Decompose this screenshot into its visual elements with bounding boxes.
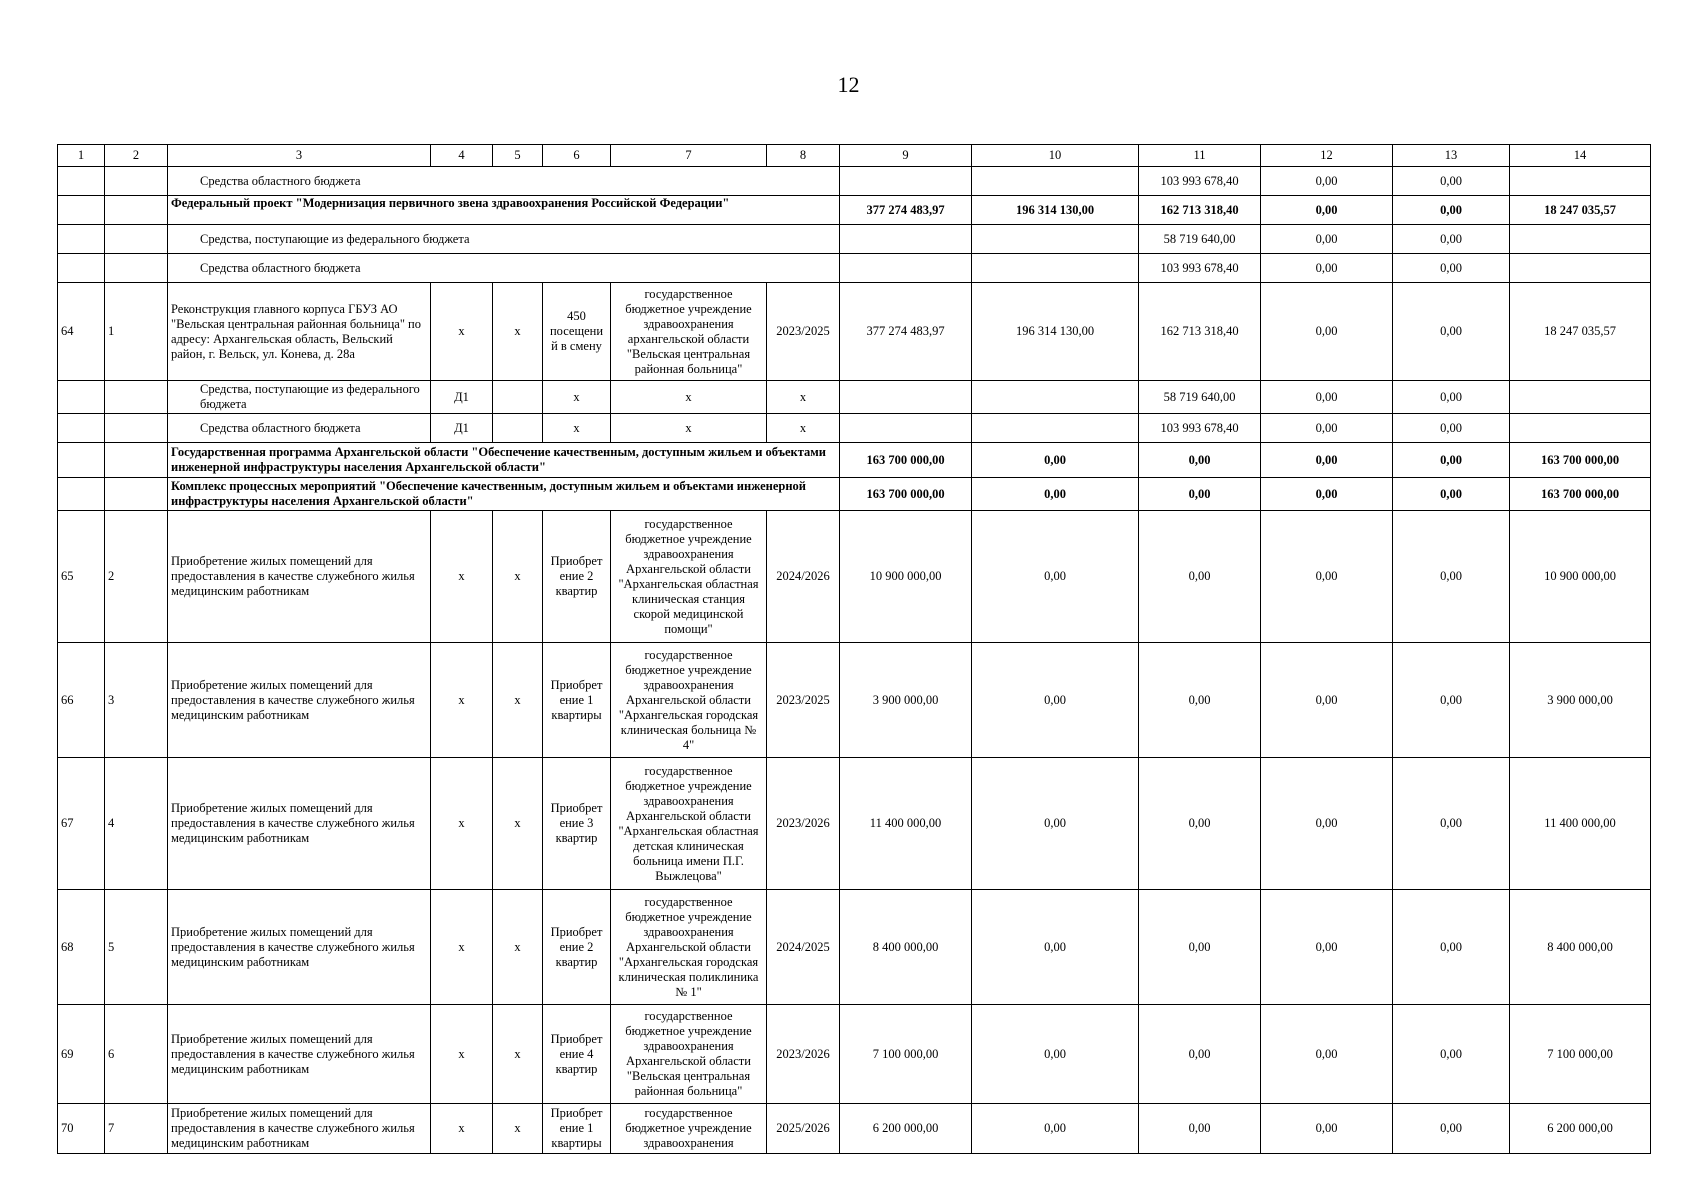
budget-table	[57, 144, 1651, 1154]
table-row: 64 1 Реконструкция главного корпуса ГБУЗ АО "Вельская центральная районная больница" по адресу: Архангельская область, Вельский район, г. Вельск, ул. Конева, д. 28а x x 450 посещени й в смену государственное бюджетное учреждение здравоохранения архангельской области "Вельская центральная районная больница" 2023/2025 377 274 483,97 196 314 130,00 162 713 318,40 0,00 0,00 18 247 035,57	[58, 283, 1651, 381]
table-row: 70 7 Приобретение жилых помещений для предоставления в качестве служебного жилья медицинским работникам x x Приобрет ение 1 квартиры государственное бюджетное учреждение здравоохранения 2025/2026 6 200 000,00 0,00 0,00 0,00 0,00 6 200 000,00	[58, 1104, 1651, 1154]
header-cell: 1	[58, 145, 105, 167]
table-row: Государственная программа Архангельской области "Обеспечение качественным, доступным жильем и объектами инженерной инфраструктуры населения Архангельской области" 163 700 000,00 0,00 0,00 0,00 0,00 163 700 000,00	[58, 443, 1651, 478]
table-row: Средства, поступающие из федерального бюджета Д1 x x x 58 719 640,00 0,00 0,00	[58, 381, 1651, 414]
table-row: Средства, поступающие из федерального бюджета 58 719 640,00 0,00 0,00	[58, 225, 1651, 254]
header-cell: 11	[1139, 145, 1261, 167]
table-row: Средства областного бюджета 103 993 678,40 0,00 0,00	[58, 254, 1651, 283]
row-label: Средства, поступающие из федерального бюджета	[168, 225, 840, 254]
header-cell: 14	[1510, 145, 1651, 167]
header-cell: 3	[168, 145, 431, 167]
table-row: Средства областного бюджета Д1 x x x 103 993 678,40 0,00 0,00	[58, 414, 1651, 443]
header-cell: 2	[105, 145, 168, 167]
table-row: Федеральный проект "Модернизация первичного звена здравоохранения Российской Федерации" 377 274 483,97 196 314 130,00 162 713 318,40 0,00 0,00 18 247 035,57	[58, 196, 1651, 225]
row-label: Федеральный проект "Модернизация первичного звена здравоохранения Российской Федерации"	[168, 196, 840, 225]
page-number: 12	[837, 72, 860, 97]
item-name: Приобретение жилых помещений для предоставления в качестве служебного жилья медицинским работникам	[168, 758, 431, 890]
header-cell: 5	[493, 145, 543, 167]
header-cell: 9	[840, 145, 972, 167]
row-label: Средства областного бюджета	[168, 254, 840, 283]
header-cell: 8	[767, 145, 840, 167]
table-row: 68 5 Приобретение жилых помещений для предоставления в качестве служебного жилья медицинским работникам x x Приобрет ение 2 квартир государственное бюджетное учреждение здравоохранения Архангельской области "Архангельская городская клиническая поликлиника № 1" 2024/2025 8 400 000,00 0,00 0,00 0,00 0,00 8 400 000,00	[58, 890, 1651, 1005]
row-label: Комплекс процессных мероприятий "Обеспечение качественным, доступным жильем и объектами инженерной инфраструктуры населения Архангельской области"	[168, 478, 840, 511]
header-cell: 10	[972, 145, 1139, 167]
table-row: Средства областного бюджета 103 993 678,40 0,00 0,00	[58, 167, 1651, 196]
table-row: 69 6 Приобретение жилых помещений для предоставления в качестве служебного жилья медицинским работникам x x Приобрет ение 4 квартир государственное бюджетное учреждение здравоохранения Архангельской области "Вельская центральная районная больница" 2023/2026 7 100 000,00 0,00 0,00 0,00 0,00 7 100 000,00	[58, 1005, 1651, 1104]
table-row: 66 3 Приобретение жилых помещений для предоставления в качестве служебного жилья медицинским работникам x x Приобрет ение 1 квартиры государственное бюджетное учреждение здравоохранения Архангельской области "Архангельская городская клиническая больница № 4" 2023/2025 3 900 000,00 0,00 0,00 0,00 0,00 3 900 000,00	[58, 643, 1651, 758]
table-row: Комплекс процессных мероприятий "Обеспечение качественным, доступным жильем и объектами инженерной инфраструктуры населения Архангельской области" 163 700 000,00 0,00 0,00 0,00 0,00 163 700 000,00	[58, 478, 1651, 511]
header-row	[58, 145, 1651, 167]
row-label: Средства областного бюджета	[168, 414, 431, 443]
row-label: Средства областного бюджета	[168, 167, 840, 196]
item-name: Приобретение жилых помещений для предоставления в качестве служебного жилья медицинским работникам	[168, 1104, 431, 1154]
item-name: Приобретение жилых помещений для предоставления в качестве служебного жилья медицинским работникам	[168, 643, 431, 758]
table-row: 65 2 Приобретение жилых помещений для предоставления в качестве служебного жилья медицинским работникам x x Приобрет ение 2 квартир государственное бюджетное учреждение здравоохранения Архангельской области "Архангельская областная клиническая станция скорой медицинской помощи" 2024/2026 10 900 000,00 0,00 0,00 0,00 0,00 10 900 000,00	[58, 511, 1651, 643]
table-row: 67 4 Приобретение жилых помещений для предоставления в качестве служебного жилья медицинским работникам x x Приобрет ение 3 квартир государственное бюджетное учреждение здравоохранения Архангельской области "Архангельская областная детская клиническая больница имени П.Г. Выжлецова" 2023/2026 11 400 000,00 0,00 0,00 0,00 0,00 11 400 000,00	[58, 758, 1651, 890]
header-cell: 12	[1261, 145, 1393, 167]
row-label: Государственная программа Архангельской области "Обеспечение качественным, доступным жильем и объектами инженерной инфраструктуры населения Архангельской области"	[168, 443, 840, 478]
header-cell: 4	[431, 145, 493, 167]
header-cell: 7	[611, 145, 767, 167]
header-cell: 6	[543, 145, 611, 167]
header-cell: 13	[1393, 145, 1510, 167]
item-name: Приобретение жилых помещений для предоставления в качестве служебного жилья медицинским работникам	[168, 511, 431, 643]
item-name: Реконструкция главного корпуса ГБУЗ АО "Вельская центральная районная больница" по адресу: Архангельская область, Вельский район, г. Вельск, ул. Конева, д. 28а	[168, 283, 431, 381]
item-name: Приобретение жилых помещений для предоставления в качестве служебного жилья медицинским работникам	[168, 1005, 431, 1104]
row-label: Средства, поступающие из федерального бюджета	[168, 381, 431, 414]
item-name: Приобретение жилых помещений для предоставления в качестве служебного жилья медицинским работникам	[168, 890, 431, 1005]
